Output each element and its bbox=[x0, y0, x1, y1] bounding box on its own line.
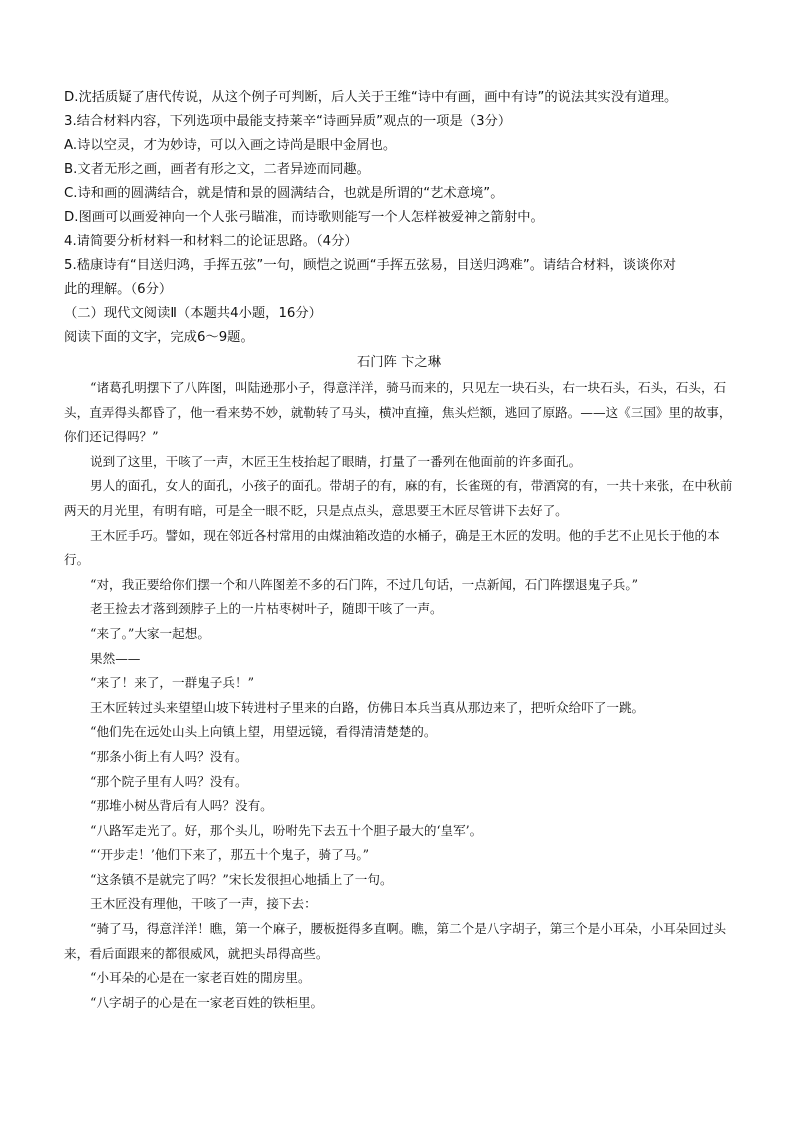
story-paragraph: “来了！来了，一群鬼子兵！” bbox=[90, 675, 255, 691]
story-paragraph: “骑了马，得意洋洋！瞧，第一个麻子，腰板挺得多直啊。瞧，第二个是八字胡子，第三个是小耳朵，小耳朵回过头来，看后面跟来的都很威风，就把头昂得高些。 bbox=[64, 921, 727, 961]
story-paragraph: “诸葛孔明摆下了八阵图，叫陆逊那小子，得意洋洋，骑马而来的，只见左一块石头，右一块石头，石头，石头，石头，直弄得头都昏了，他一看来势不妙，就勒转了马头，横冲直撞，焦头烂额，逃回了原路。——这《三国》里的故事，你们还记得吗？” bbox=[64, 380, 732, 445]
story-paragraph: “小耳朵的心是在一家老百姓的閒房里。 bbox=[90, 970, 311, 986]
story-paragraph: 王木匠手巧。譬如，现在邻近各村常用的由煤油箱改造的水桶子，确是王木匠的发明。他的手艺不止见长于他的本行。 bbox=[64, 527, 720, 568]
story-paragraph: “他们先在远处山头上向镇上望，用望远镜，看得清清楚楚的。 bbox=[90, 724, 437, 740]
story-paragraph: 老王捡去才落到颈脖子上的一片枯枣树叶子，随即干咳了一声。 bbox=[90, 601, 443, 617]
section-instruction: 阅读下面的文字，完成6～9题。 bbox=[64, 330, 254, 345]
q3-option-c: C.诗和画的圆满结合，就是情和景的圆满结合，也就是所谓的“艺术意境”。 bbox=[64, 186, 504, 201]
story-paragraph: “对，我正要给你们摆一个和八阵图差不多的石门阵，不过几句话，一点新闻，石门阵摆退鬼子兵。” bbox=[90, 576, 639, 592]
story-paragraph: 果然—— bbox=[90, 650, 141, 666]
story-paragraph: “那个院子里有人吗？没有。 bbox=[90, 773, 248, 789]
story-paragraph: 王木匠转过头来望望山坡下转进村子里来的白路，仿佛日本兵当真从那边来了，把听众给吓了一跳。 bbox=[90, 699, 645, 715]
story-paragraph: “八路军走光了。好，那个头儿，吩咐先下去五十个胆子最大的‘皇军’。 bbox=[90, 822, 483, 838]
section-heading: （二）现代文阅读Ⅱ（本题共4小题，16分） bbox=[64, 306, 322, 321]
story-paragraph: “来了。”大家一起想。 bbox=[90, 625, 210, 641]
story-paragraph: “‘开步走！’他们下来了，那五十个鬼子，骑了马。” bbox=[90, 847, 370, 863]
q5-line-2: 此的理解。（6分） bbox=[64, 282, 173, 297]
story-title: 石门阵 卞之琳 bbox=[356, 355, 441, 370]
q2-option-d: D.沈括质疑了唐代传说，从这个例子可判断，后人关于王维“诗中有画，画中有诗”的说法其实没有道理。 bbox=[64, 90, 678, 105]
q4: 4.请简要分析材料一和材料二的论证思路。（4分） bbox=[64, 234, 358, 249]
story-paragraph: “那堆小树丛背后有人吗？没有。 bbox=[90, 798, 273, 814]
q3-option-d: D.图画可以画爱神向一个人张弓瞄准，而诗歌则能写一个人怎样被爱神之箭射中。 bbox=[64, 210, 544, 225]
q3-option-b: B.文者无形之画，画者有形之文，二者异迹而同趣。 bbox=[64, 162, 370, 177]
story-body bbox=[64, 376, 734, 1015]
story-paragraph: “八字胡子的心是在一家老百姓的铁柜里。 bbox=[90, 994, 324, 1010]
story-paragraph: “那条小街上有人吗？没有。 bbox=[90, 748, 248, 764]
q3-stem: 3.结合材料内容，下列选项中最能支持莱辛“诗画异质”观点的一项是（3分） bbox=[64, 114, 512, 129]
document-content bbox=[64, 86, 734, 1015]
story-paragraph: 说到了这里，干咳了一声，木匠王生枝抬起了眼睛，打量了一番列在他面前的许多面孔。 bbox=[90, 453, 582, 469]
story-paragraph: “这条镇不是就完了吗？”宋长发很担心地插上了一句。 bbox=[90, 871, 393, 887]
story-paragraph: 男人的面孔，女人的面孔，小孩子的面孔。带胡子的有，麻的有，长雀斑的有，带酒窝的有，一共十来张，在中秋前两天的月光里，有明有暗，可是全一眼不眨，只是点点头，意思要王木匠尽管讲下去好了。 bbox=[64, 478, 733, 518]
q3-option-a: A.诗以空灵，才为妙诗，可以入画之诗尚是眼中金屑也。 bbox=[64, 138, 397, 153]
q5-line-1: 5.嵇康诗有“目送归鸿，手挥五弦”一句，顾恺之说画“手挥五弦易，目送归鸿难”。请结合材料，谈谈你对 bbox=[64, 258, 677, 273]
story-paragraph: 王木匠没有理他，干咳了一声，接下去： bbox=[90, 896, 317, 912]
